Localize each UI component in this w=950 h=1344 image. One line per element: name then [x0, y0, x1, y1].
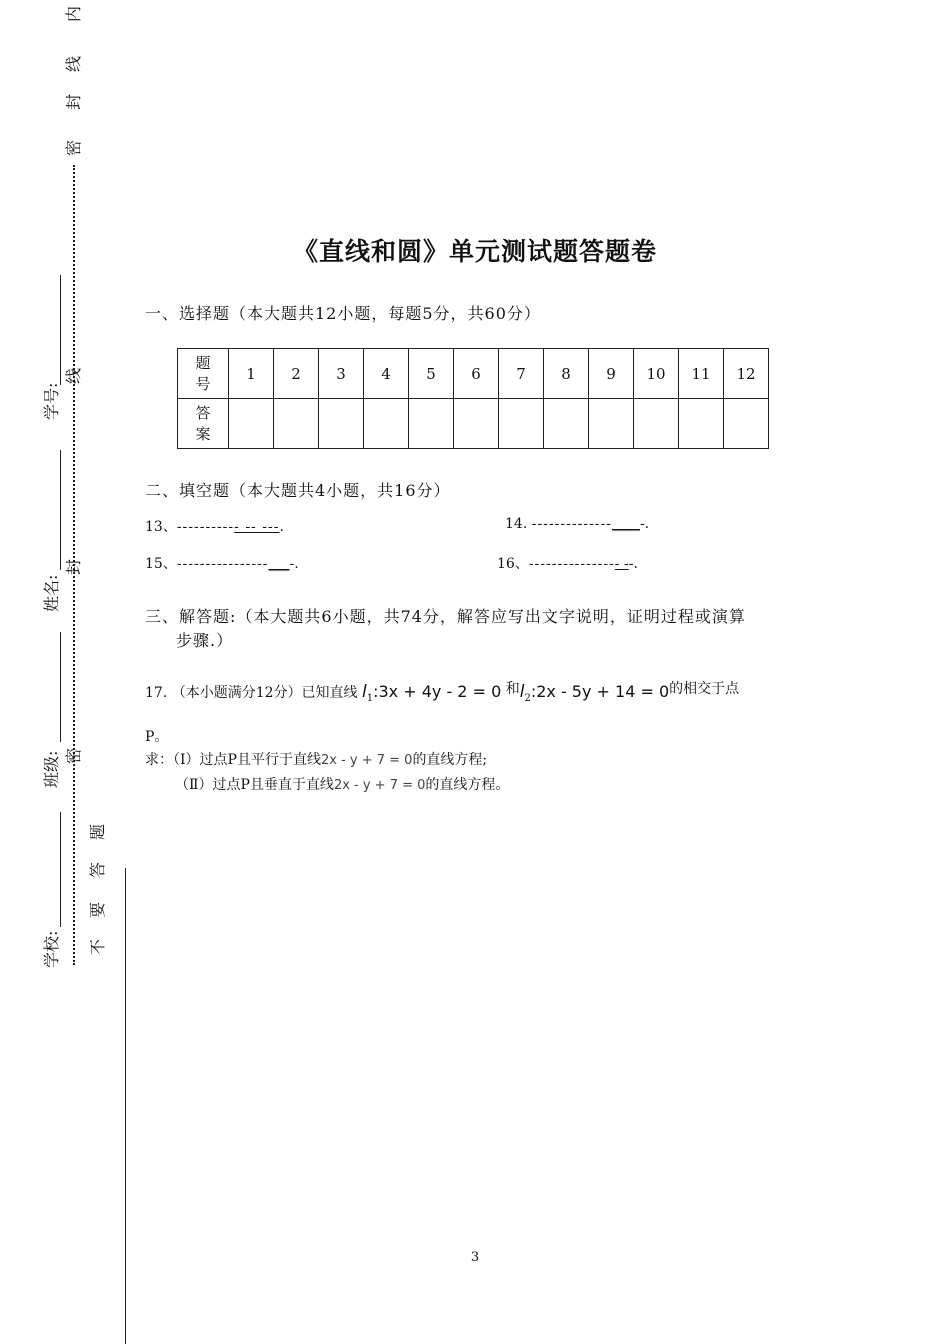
- school-label: 学校:: [42, 930, 61, 968]
- question-number-cell: 7: [499, 349, 544, 399]
- answer-cell[interactable]: [229, 399, 274, 449]
- no-answer-2: 要: [88, 901, 107, 918]
- answer-cell[interactable]: [724, 399, 769, 449]
- question-number-cell: 5: [409, 349, 454, 399]
- question-number-cell: 4: [364, 349, 409, 399]
- student-id-rule: [60, 275, 61, 385]
- answer-cell[interactable]: [454, 399, 499, 449]
- seal-mi: 密: [64, 747, 83, 764]
- school-rule: [60, 812, 61, 927]
- answer-cell[interactable]: [274, 399, 319, 449]
- class-label: 班级:: [42, 750, 61, 788]
- fill-blank-14[interactable]: 14. --------------____-.: [505, 516, 650, 532]
- answer-table: [177, 348, 769, 449]
- class-rule: [60, 632, 61, 742]
- question-number-cell: 1: [229, 349, 274, 399]
- page-title: 《直线和圆》单元测试题答题卷: [292, 237, 657, 266]
- question-number-cell: 12: [724, 349, 769, 399]
- fill-blank-13[interactable]: 13、----------- -- ---.: [145, 519, 284, 535]
- page-number: 3: [470, 1250, 480, 1265]
- no-answer-3: 答: [88, 861, 107, 878]
- question-number-cell: 2: [274, 349, 319, 399]
- margin-label-nei: 内: [64, 5, 83, 22]
- margin-label-mi-top: 密: [64, 139, 83, 156]
- student-id-label: 学号:: [42, 382, 61, 420]
- section1-heading: 一、选择题（本大题共12小题，每题5分，共60分）: [145, 304, 541, 323]
- question-17-stem: 17. （本小题满分12分）已知直线 $l_1:3x + 4y - 2 = 0$ 和$l_2:2x - 5y + 14 = 0$的相交于点: [145, 681, 740, 704]
- margin-label-feng: 封: [64, 93, 83, 110]
- answer-cell[interactable]: [634, 399, 679, 449]
- section3-heading-line2: 步骤.）: [176, 631, 234, 650]
- no-answer-4: 题: [88, 823, 107, 840]
- row-header-answer: 答 案: [178, 399, 229, 449]
- student-name-label: 姓名:: [42, 574, 61, 612]
- question-17-part2: （Ⅱ）过点P且垂直于直线2x - y + 7 = 0的直线方程。: [175, 777, 510, 793]
- question-number-cell: 10: [634, 349, 679, 399]
- question-number-cell: 9: [589, 349, 634, 399]
- margin-solid-line: [125, 868, 126, 1344]
- student-name-rule: [60, 450, 61, 570]
- question-17-point: P。: [145, 729, 169, 745]
- row-header-number: 题 号: [178, 349, 229, 399]
- fill-blank-16[interactable]: 16、---------------- --.: [497, 556, 638, 572]
- answer-cell[interactable]: [679, 399, 724, 449]
- question-number-cell: 6: [454, 349, 499, 399]
- question-number-cell: 3: [319, 349, 364, 399]
- margin-label-xian: 线: [64, 55, 83, 72]
- answer-cell[interactable]: [499, 399, 544, 449]
- answer-cell[interactable]: [364, 399, 409, 449]
- question-number-cell: 8: [544, 349, 589, 399]
- question-number-cell: 11: [679, 349, 724, 399]
- answer-cell[interactable]: [544, 399, 589, 449]
- fill-blank-15[interactable]: 15、----------------___-.: [145, 556, 299, 572]
- no-answer-1: 不: [88, 938, 107, 955]
- answer-table-number-row: [178, 349, 769, 399]
- answer-cell[interactable]: [589, 399, 634, 449]
- seal-feng: 封: [64, 558, 83, 575]
- question-17-part1: 求：（Ⅰ）过点P且平行于直线2x - y + 7 = 0的直线方程;: [145, 752, 488, 768]
- seal-xian: 线: [64, 367, 83, 384]
- answer-cell[interactable]: [319, 399, 364, 449]
- section3-heading-line1: 三、解答题:（本大题共6小题，共74分，解答应写出文字说明，证明过程或演算: [145, 607, 746, 626]
- answer-cell[interactable]: [409, 399, 454, 449]
- answer-table-answer-row: [178, 399, 769, 449]
- section2-heading: 二、填空题（本大题共4小题，共16分）: [145, 481, 451, 500]
